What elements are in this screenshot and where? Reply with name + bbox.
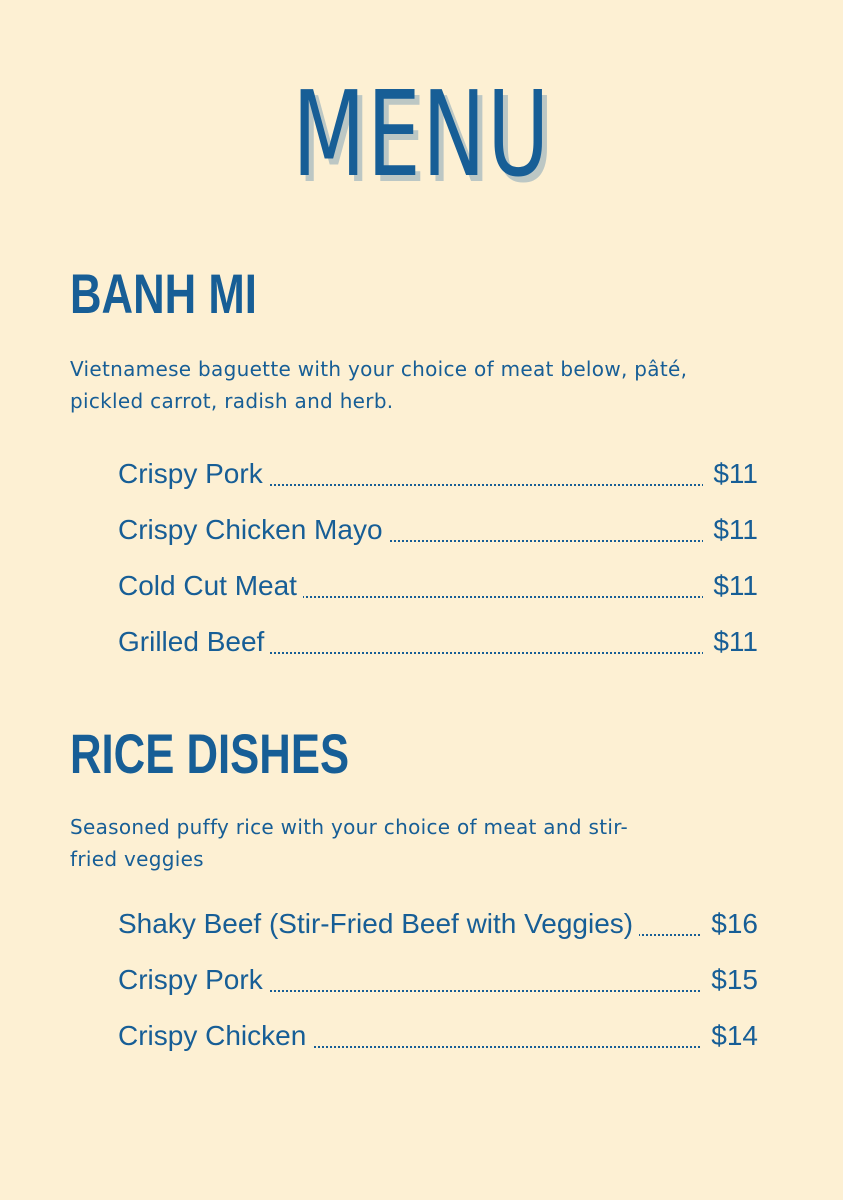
menu-item — [118, 614, 758, 670]
rice-dishes-items — [118, 896, 758, 1064]
menu-item-price: $15 — [701, 952, 758, 1008]
menu-item-name: Shaky Beef (Stir-Fried Beef with Veggies) — [118, 896, 639, 952]
menu-item-name: Cold Cut Meat — [118, 558, 303, 614]
section-rice-dishes-description — [70, 811, 770, 875]
menu-item — [118, 446, 758, 502]
menu-item-price: $11 — [703, 558, 758, 614]
section-title: BANH MI — [70, 262, 257, 325]
menu-title: MENU — [292, 65, 551, 203]
menu-item — [118, 558, 758, 614]
menu-item-price: $11 — [703, 446, 758, 502]
menu-item-price: $14 — [701, 1008, 758, 1064]
banh-mi-items — [118, 446, 758, 670]
section-description: Seasoned puffy rice with your choice of meat and stir- fried veggies — [70, 815, 628, 871]
section-description: Vietnamese baguette with your choice of meat below, pâté, pickled carrot, radish and herb. — [70, 357, 688, 413]
menu-item — [118, 502, 758, 558]
menu-item — [118, 896, 758, 952]
menu-item-name: Crispy Chicken Mayo — [118, 502, 389, 558]
menu-item — [118, 1008, 758, 1064]
menu-item-price: $11 — [703, 614, 758, 670]
menu-item-name: Grilled Beef — [118, 614, 270, 670]
menu-item-price: $11 — [703, 502, 758, 558]
section-rice-dishes — [70, 722, 770, 786]
section-banh-mi-description — [70, 353, 770, 417]
menu-item-name: Crispy Pork — [118, 952, 269, 1008]
menu-item-name: Crispy Chicken — [118, 1008, 312, 1064]
menu-item-name: Crispy Pork — [118, 446, 269, 502]
menu-item-price: $16 — [701, 896, 758, 952]
section-banh-mi — [70, 262, 770, 326]
section-title: RICE DISHES — [70, 722, 350, 785]
menu-item — [118, 952, 758, 1008]
